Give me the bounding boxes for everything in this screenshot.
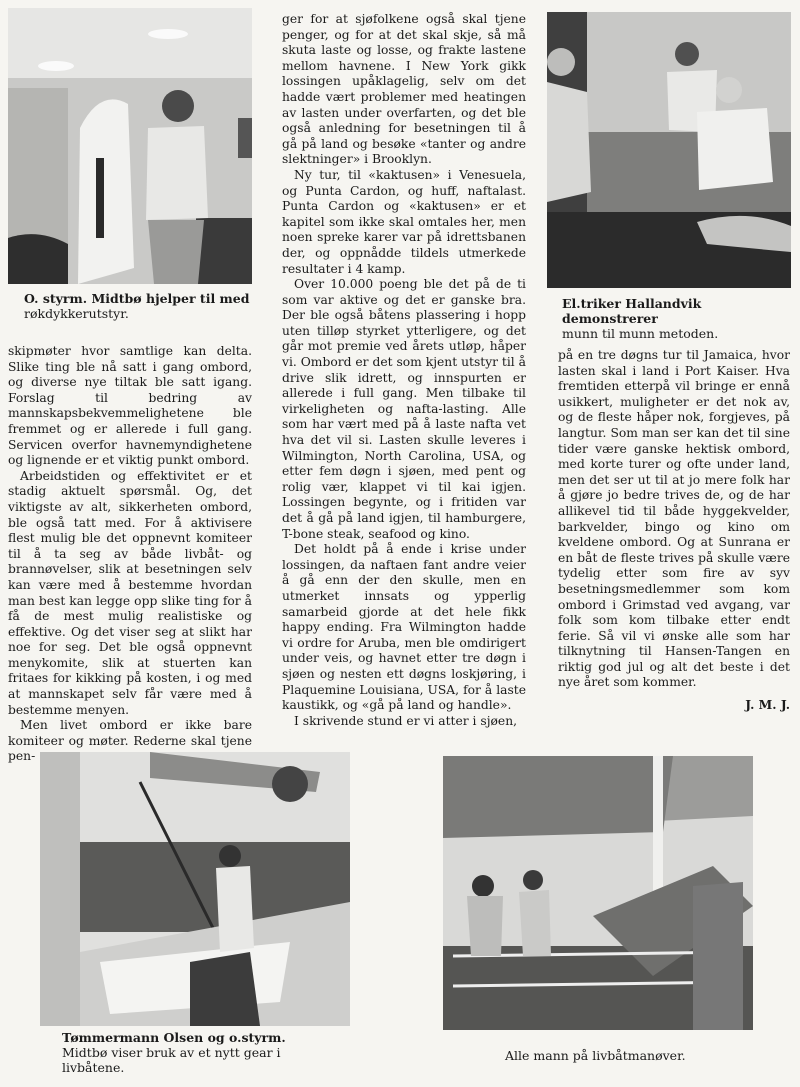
- paragraph: skipmøter hvor samtlige kan delta. Slike ting ble nå satt i gang ombord, og diverse nye tiltak ble satt igang. Forslag til bedring av mannskapsbekvemmelighetene ble fremmet og er allerede i full gang. Servicen overfor havnemyndighetene og lignende er et viktig punkt ombord.: [8, 344, 252, 468]
- article-column-1: [8, 344, 252, 765]
- photo-lifeboat-gear: [40, 752, 350, 1026]
- caption-lifeboat-drill: [505, 1048, 745, 1063]
- article-column-3: [558, 348, 790, 713]
- paragraph: på en tre døgns tur til Jamaica, hvor lasten skal i land i Port Kaiser. Hva fremtiden etterpå vil bringe er ennå usikkert, muligheter er det nok av, og de fleste håper nok, forgjeves, på langtur. Som man ser kan det til sine tider være ganske hektisk ombord, med korte turer og ofte under land, men det ser ut til at jo mere folk har å gjøre jo bedre trives de, og de har allikevel tid til både hyggekvelder, barkvelder, bingo og kino om kveldene ombord. Og at Sunrana er en båt de fleste trives på skulle være tydelig etter som fire av syv besetningsmedlemmer som kom ombord i Grimstad ved avgang, var folk som kom tilbake etter endt ferie. Så vil vi ønske alle som har tilknytning til Hansen-Tangen en riktig god jul og alt det beste i det nye året som kommer.: [558, 348, 790, 690]
- paragraph: Det holdt på å ende i krise under lossingen, da naftaen fant andre veier å gå enn der den skulle, men en utmerket innsats og ypperlig samarbeid gjorde at det hele fikk happy ending. Fra Wilmington hadde vi ordre for Aruba, men ble omdirigert under veis, og havnet etter tre døgn i sjøen og nesten ett døgns loskjøring, i Plaquemine Louisiana, USA, for å laste kaustikk, og «gå på land og handle».: [282, 542, 526, 713]
- caption-text: røkdykkerutstyr.: [24, 306, 129, 321]
- caption-mouth-to-mouth: [562, 296, 794, 341]
- caption-bold: El.triker Hallandvik demonstrerer: [562, 296, 702, 326]
- caption-text: munn til munn metoden.: [562, 326, 719, 341]
- photo-lifeboat-drill: [443, 756, 753, 1030]
- paragraph: Ny tur, til «kaktusen» i Venesuela, og Punta Cardon, og huff, naftalast. Punta Cardon og «kaktusen» er et kapitel som ikke skal omtales her, men noen spreke karer var på idrettsbanen der, og oppnådde tildels utmerkede resultater i 4 kamp.: [282, 167, 526, 276]
- photo-mouth-to-mouth: [547, 12, 791, 288]
- paragraph: I skrivende stund er vi atter i sjøen,: [294, 713, 518, 728]
- paragraph: Arbeidstiden og effektivitet er et stadig aktuelt spørsmål. Og, det viktigste av alt, sikkerheten ombord, ble også tatt med. For å aktivisere flest mulig ble det oppnevnt komiteer til å ta seg av både livbåt- og brannøvelser, slik at besetningen selv kan være med å bestemme hvordan man best kan legge opp slike ting for å få de mest mulig realistiske og effektive. Og det viser seg at slikt har noe for seg. Det ble også oppnevnt menykomite, slik at stuerten kan fritaes for kikking på kosten, i og med at mannskapet selv får være med å bestemme menyen.: [8, 468, 252, 717]
- article-column-2: [282, 12, 526, 729]
- paragraph: ger for at sjøfolkene også skal tjene penger, og for at det skal skje, så må skuta laste og losse, og frakte lastene mellom havnene. I New York gikk lossingen upåklagelig, selv om det hadde vært problemer med heatingen av lasten under overfarten, og det ble også anledning for besetningen til å gå på land og besøke «tanter og andre slektninger» i Brooklyn.: [282, 12, 526, 167]
- paragraph: Men livet ombord er ikke bare komiteer og møter. Rederne skal tjene pen-: [8, 718, 252, 764]
- caption-smoke-diver: [24, 291, 264, 321]
- caption-bold: Tømmermann Olsen og o.styrm.: [62, 1030, 286, 1045]
- caption-text: Midtbø viser bruk av et nytt gear i livbåtene.: [62, 1045, 281, 1075]
- paragraph: Over 10.000 poeng ble det på de ti som var aktive og det er ganske bra. Der ble også båtens plassering i hopp uten tilløp styrket ytterligere, og det går mot premie ved årets utløp, håper vi. Ombord er det som kjent utstyr til å drive slik idrett, og innspurten er allerede i full gang. Men tilbake til virkeligheten og nafta-lasting. Alle som har vært med på å laste nafta vet hva det vil si. Lasten skulle leveres i Wilmington, North Carolina, USA, og etter fem døgn i sjøen, med pent og rolig vær, klappet vi til kai igjen. Lossingen begynte, og i fritiden var det å gå på land igjen, til hamburgere, T-bone steak, seafood og kino.: [282, 277, 526, 541]
- caption-lifeboat-gear: [62, 1030, 302, 1075]
- photo-smoke-diver: [8, 8, 252, 284]
- author-signature: J. M. J.: [745, 697, 790, 713]
- caption-text: Alle mann på livbåtmanøver.: [505, 1048, 686, 1063]
- caption-bold: O. styrm. Midtbø hjelper til med: [24, 291, 250, 306]
